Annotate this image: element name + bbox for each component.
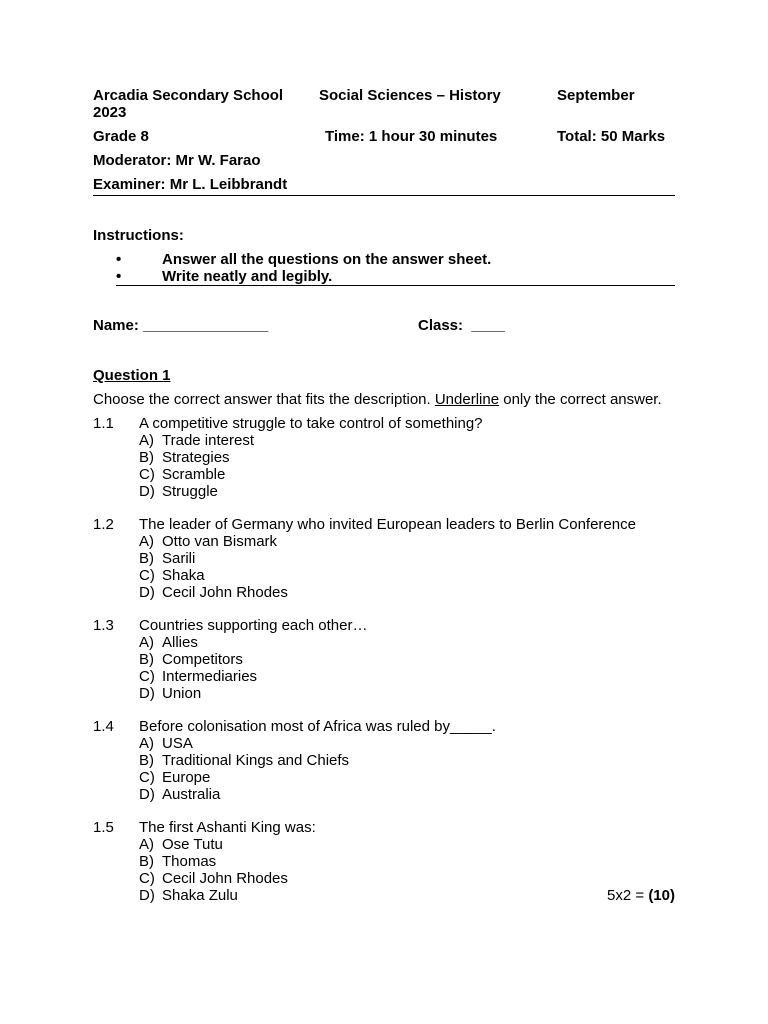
question-text: Countries supporting each other… [139,617,368,634]
answer-option[interactable] [139,567,675,584]
examiner: Examiner: Mr L. Leibbrandt [93,176,288,193]
option-letter: B) [139,752,154,769]
exam-time: Time: 1 hour 30 minutes [325,128,498,145]
exam-year: 2023 [93,104,127,121]
question-title: Question 1 [93,367,171,384]
option-text: Struggle [162,483,218,500]
answer-option[interactable] [139,870,675,887]
instructions-title: Instructions: [93,227,184,244]
option-letter: A) [139,634,154,651]
option-text: Sarili [162,550,196,567]
option-text: Thomas [162,853,217,870]
answer-option[interactable] [139,735,675,752]
option-text: Shaka [162,567,205,584]
answer-option[interactable] [139,887,675,904]
option-text: Australia [162,786,221,803]
answer-option[interactable] [139,668,675,685]
option-text: Strategies [162,449,230,466]
question-item [93,617,675,702]
option-text: Scramble [162,466,226,483]
answer-option[interactable] [139,634,675,651]
question-item [93,819,675,904]
option-letter: C) [139,668,155,685]
instructions-list [116,251,675,286]
option-letter: B) [139,853,154,870]
option-letter: D) [139,685,155,702]
option-text: Shaka Zulu [162,887,238,904]
option-letter: B) [139,550,154,567]
answer-option[interactable] [139,853,675,870]
option-letter: C) [139,567,155,584]
exam-page [93,87,675,920]
school-name: Arcadia Secondary School [93,87,284,104]
answer-option[interactable] [139,550,675,567]
answer-option[interactable] [139,432,675,449]
question-marks: 5x2 = (10) [607,887,675,904]
moderator: Moderator: Mr W. Farao [93,152,261,169]
name-field[interactable]: Name: _______________ [93,317,269,334]
option-text: Intermediaries [162,668,258,685]
question-number: 1.2 [93,516,114,533]
question-text: The leader of Germany who invited European leaders to Berlin Conference [139,516,636,533]
option-text: Traditional Kings and Chiefs [162,752,350,769]
option-letter: D) [139,483,155,500]
student-details [93,317,675,334]
question-item [93,516,675,601]
answer-option[interactable] [139,752,675,769]
question-text: Before colonisation most of Africa was ruled by_____. [139,718,496,735]
examiner-row [93,176,675,196]
option-text: USA [162,735,193,752]
option-letter: D) [139,887,155,904]
question-number: 1.1 [93,415,114,432]
answer-option[interactable] [139,483,675,500]
question-number: 1.4 [93,718,114,735]
option-text: Europe [162,769,211,786]
option-letter: C) [139,466,155,483]
option-text: Cecil John Rhodes [162,870,288,887]
question-1 [93,367,675,904]
underline-keyword: Underline [434,391,500,408]
option-letter: A) [139,836,154,853]
answer-option[interactable] [139,786,675,803]
question-text: A competitive struggle to take control of something? [139,415,483,432]
answer-option[interactable] [139,769,675,786]
option-letter: A) [139,533,154,550]
answer-option[interactable] [139,685,675,702]
exam-header [93,87,675,196]
option-text: Cecil John Rhodes [162,584,288,601]
instruction-item: • Write neatly and legibly. [116,268,675,286]
question-item [93,718,675,803]
option-letter: D) [139,786,155,803]
grade: Grade 8 [93,128,149,145]
answer-option[interactable] [139,533,675,550]
subject: Social Sciences – History [319,87,501,104]
option-text: Ose Tutu [162,836,223,853]
question-intro: Choose the correct answer that fits the description. Underline only the correct answer. [93,391,662,408]
answer-option[interactable] [139,584,675,601]
option-letter: B) [139,651,154,668]
question-item [93,415,675,500]
option-letter: B) [139,449,154,466]
answer-option[interactable] [139,449,675,466]
question-text: The first Ashanti King was: [139,819,316,836]
instruction-item: • Answer all the questions on the answer sheet. [116,251,492,268]
class-field[interactable]: Class: ____ [418,317,505,334]
option-letter: C) [139,769,155,786]
option-text: Union [162,685,202,702]
question-number: 1.5 [93,819,114,836]
answer-option[interactable] [139,836,675,853]
answer-option[interactable] [139,651,675,668]
question-number: 1.3 [93,617,114,634]
option-text: Competitors [162,651,243,668]
exam-month: September [557,87,635,104]
total-marks: Total: 50 Marks [557,128,666,145]
answer-option[interactable] [139,466,675,483]
option-letter: C) [139,870,155,887]
instructions [93,227,675,286]
option-text: Trade interest [162,432,254,449]
option-text: Allies [162,634,198,651]
question-items [93,415,675,904]
option-letter: A) [139,432,154,449]
option-letter: D) [139,584,155,601]
option-letter: A) [139,735,154,752]
option-text: Otto van Bismark [162,533,278,550]
